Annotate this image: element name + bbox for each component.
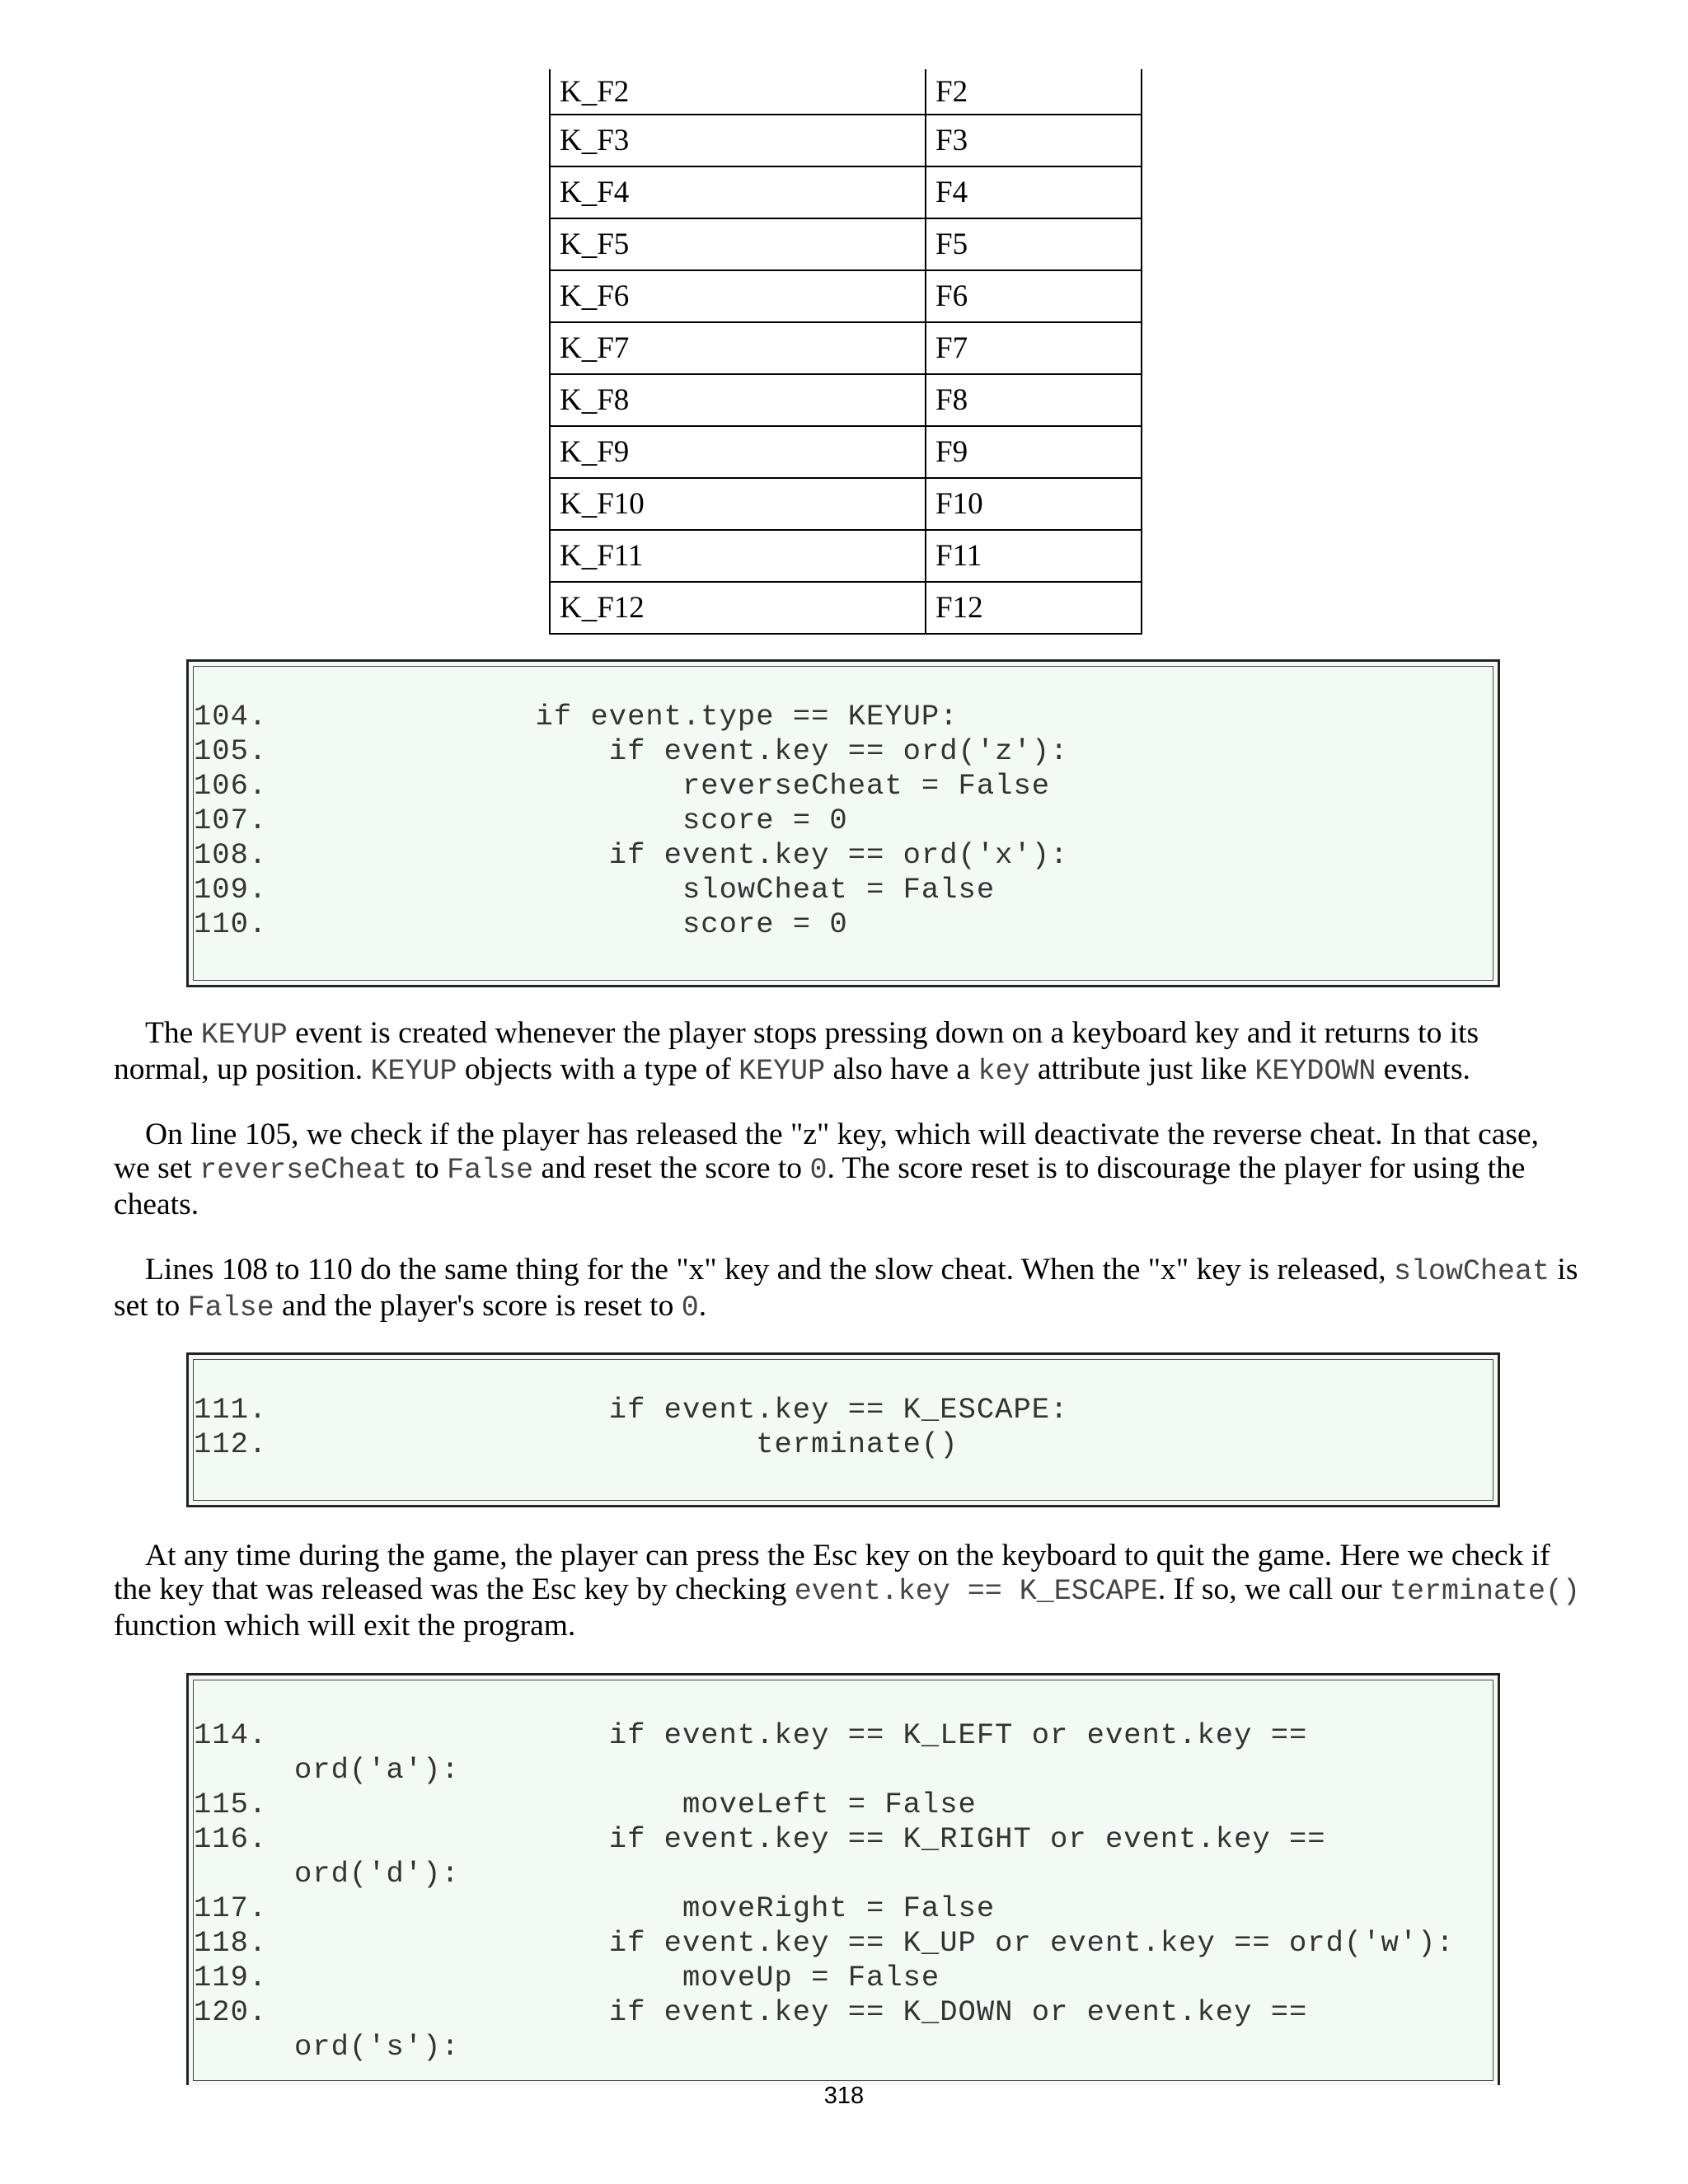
text-span: objects with a type of [457,1052,739,1086]
key-constant-cell: K_F5 [551,219,926,269]
code-text: slowCheat = False [260,873,996,907]
code-line-continuation: ord('s'): [294,2030,460,2064]
text-span: also have a [825,1052,978,1086]
code-text: if event.key == K_DOWN or event.key == [260,1995,1308,2029]
code-line-continuation: ord('d'): [294,1857,460,1891]
line-number: 111. [194,1393,268,1427]
table-row [551,583,1141,635]
text-span: . If so, we call our [1157,1572,1390,1606]
inline-code: KEYUP [738,1055,826,1088]
body-paragraph [114,1253,1581,1325]
inline-code: slowCheat [1394,1255,1550,1288]
table-row [551,531,1141,583]
text-span: and reset the score to [533,1151,810,1185]
key-constant-cell: K_F6 [551,271,926,321]
key-name-cell: F5 [935,227,968,261]
inline-code: reverseCheat [199,1154,408,1187]
code-text: moveRight = False [260,1891,996,1925]
line-number: 117. [194,1891,268,1925]
code-line [194,734,1068,769]
table-row [551,271,1141,323]
key-name-cell: F4 [935,176,968,209]
line-number: 114. [194,1718,268,1752]
key-name-cell: F7 [935,331,968,365]
body-paragraph [114,1539,1581,1643]
key-constant-cell: K_F9 [551,427,926,477]
line-number: 106. [194,769,268,803]
text-span: The [145,1016,201,1050]
inline-code: False [187,1291,274,1324]
body-paragraph [114,1118,1581,1221]
key-name-cell: F12 [935,591,983,625]
code-line [194,804,1068,838]
line-number: 108. [194,838,268,872]
line-number: 104. [194,700,268,733]
inline-code: event.key == K_ESCAPE [794,1575,1158,1608]
line-number: 119. [194,1961,268,1994]
code-text: if event.key == K_RIGHT or event.key == [260,1822,1326,1856]
key-constant-cell: K_F2 [551,69,926,114]
inline-code: 0 [681,1291,699,1324]
key-constant-cell: K_F7 [551,323,926,373]
text-span: . The score reset is to discourage the player for using the cheats. [114,1151,1526,1221]
inline-code: False [447,1154,534,1187]
text-span: At any time during the game, the player can press the Esc key on the keyboard to quit the game. Here we check if the key that was released was the Esc key by checking [114,1539,1550,1606]
inline-code: terminate() [1389,1575,1581,1608]
code-text: if event.type == KEYUP: [260,700,959,733]
table-row [551,427,1141,479]
code-line [194,1926,1455,1961]
code-line [194,1718,1455,1753]
code-text: terminate() [260,1427,959,1461]
table-row [551,323,1141,375]
code-text: if event.key == K_UP or event.key == ord('w'): [260,1926,1455,1960]
code-text: if event.key == K_LEFT or event.key == [260,1718,1308,1752]
code-text: score = 0 [260,804,848,837]
page-number: 318 [823,2083,865,2109]
code-line [194,1961,1455,1995]
key-constant-cell: K_F3 [551,115,926,166]
line-number: 120. [194,1995,268,2029]
text-span: On line 105, we check if the player has released the "z" key, which will deactivate the reverse cheat. In that case, we set [114,1118,1539,1185]
text-span: Lines 108 to 110 do the same thing for the "x" key and the slow cheat. When the "x" key is released, [145,1253,1395,1286]
line-number: 116. [194,1822,268,1856]
text-span: events. [1376,1052,1470,1086]
key-constant-cell: K_F10 [551,479,926,529]
inline-code: KEYUP [200,1019,288,1052]
code-line [194,1788,1455,1822]
code-text: moveUp = False [260,1961,940,1994]
key-name-cell: F9 [935,435,968,469]
key-name-cell: F11 [935,539,982,573]
text-span: . [698,1289,707,1323]
table-row [551,115,1141,167]
line-number: 112. [194,1427,268,1461]
code-line [194,1822,1455,1857]
key-constants-table [549,69,1142,635]
table-row [551,479,1141,531]
text-span: and the player's score is reset to [274,1289,682,1323]
line-number: 109. [194,873,268,907]
line-number: 110. [194,907,268,941]
text-span: to [407,1151,448,1185]
code-block [186,1673,1500,2085]
key-constant-cell: K_F12 [551,583,926,633]
inline-code: 0 [809,1154,828,1187]
code-text: moveLeft = False [260,1788,977,1821]
text-span: function which will exit the program. [114,1609,576,1643]
code-line [194,838,1068,873]
code-line-continuation: ord('a'): [294,1753,460,1787]
key-name-cell: F8 [935,383,968,417]
line-number: 115. [194,1788,268,1821]
code-line [194,769,1068,804]
text-span: is set to [114,1253,1578,1323]
code-block [186,659,1500,987]
key-constant-cell: K_F8 [551,375,926,425]
code-line [194,873,1068,907]
inline-code: key [978,1055,1030,1088]
body-paragraph [114,1016,1581,1089]
code-line [194,1891,1455,1926]
line-number: 107. [194,804,268,837]
code-line [194,1427,1068,1462]
inline-code: KEYDOWN [1254,1055,1376,1088]
code-line [194,1393,1068,1427]
code-text: reverseCheat = False [260,769,1051,803]
table-row [551,219,1141,271]
key-name-cell: F2 [935,74,968,109]
key-name-cell: F3 [935,124,968,157]
table-row [551,375,1141,427]
code-line [194,907,1068,942]
code-line [194,700,1068,734]
key-constant-cell: K_F11 [551,531,926,581]
key-name-cell: F6 [935,279,968,313]
line-number: 118. [194,1926,268,1960]
line-number: 105. [194,734,268,768]
table-row [551,167,1141,219]
text-span: attribute just like [1029,1052,1255,1086]
code-line [194,1995,1455,2030]
code-block [186,1352,1500,1507]
code-text: if event.key == ord('z'): [260,734,1069,768]
key-name-cell: F10 [935,487,983,521]
code-text: if event.key == K_ESCAPE: [260,1393,1069,1427]
key-constant-cell: K_F4 [551,167,926,218]
inline-code: KEYUP [370,1055,457,1088]
table-row [551,69,1141,115]
code-text: score = 0 [260,907,848,941]
code-text: if event.key == ord('x'): [260,838,1069,872]
text-span: event is created whenever the player stops pressing down on a keyboard key and it returns to its normal, up position. [114,1016,1479,1086]
